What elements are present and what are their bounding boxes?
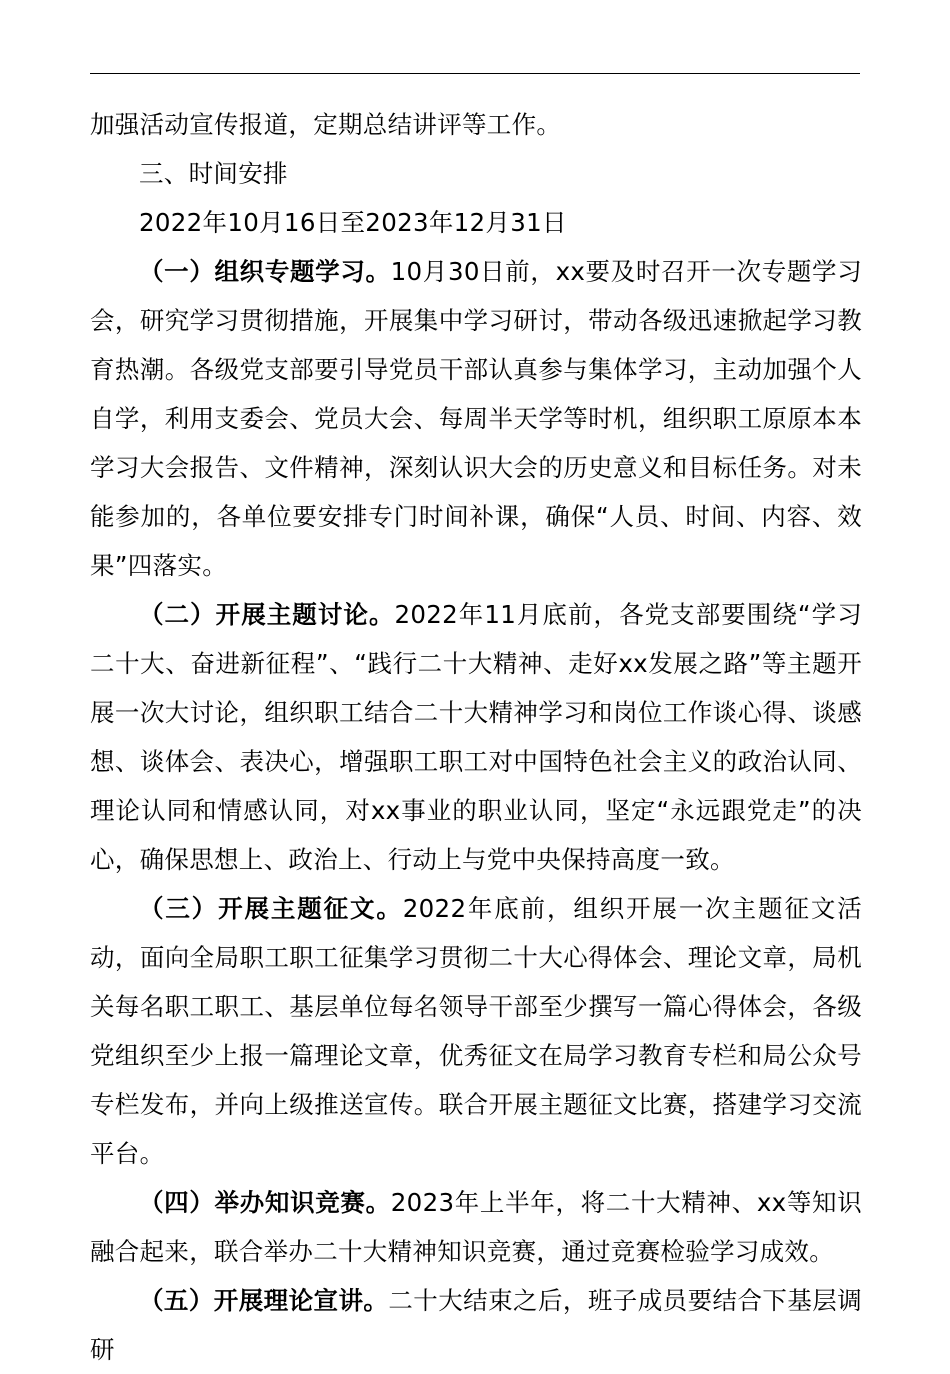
- item-paragraph-1: [90, 247, 862, 590]
- item-lead-4: （四）举办知识竞赛。: [139, 1188, 391, 1217]
- item-body-2: 2022年11月底前，各党支部要围绕“学习二十大、奋进新征程”、“践行二十大精神、走好xx发展之路”等主题开展一次大讨论，组织职工结合二十大精神学习和岗位工作谈心得、谈感想、谈体会、表决心，增强职工职工对中国特色社会主义的政治认同、理论认同和情感认同，对xx事业的职业认同，坚定“永远跟党走”的决心，确保思想上、政治上、行动上与党中央保持高度一致。: [90, 600, 862, 874]
- item-body-5: 二十大结束之后，班子成员要结合下基层调研: [90, 1286, 862, 1364]
- item-paragraph-5: [90, 1276, 862, 1374]
- intro-paragraph: 加强活动宣传报道，定期总结讲评等工作。: [90, 110, 562, 139]
- item-lead-2: （二）开展主题讨论。: [139, 600, 395, 629]
- header-rule: [90, 73, 860, 74]
- document-body: [90, 100, 862, 1374]
- item-paragraph-2: [90, 590, 862, 884]
- item-body-1: 10月30日前，xx要及时召开一次专题学习会，研究学习贯彻措施，开展集中学习研讨，带动各级迅速掀起学习教育热潮。各级党支部要引导党员干部认真参与集体学习，主动加强个人自学，利用支委会、党员大会、每周半天学等时机，组织职工原原本本学习大会报告、文件精神，深刻认识大会的历史意义和目标任务。对未能参加的，各单位要安排专门时间补课，确保“人员、时间、内容、效果”四落实。: [90, 257, 863, 580]
- date-range: 2022年10月16日至2023年12月31日: [139, 208, 567, 237]
- item-body-3: 2022年底前，组织开展一次主题征文活动，面向全局职工职工征集学习贯彻二十大心得体会、理论文章，局机关每名职工职工、基层单位每名领导干部至少撰写一篇心得体会，各级党组织至少上报一篇理论文章，优秀征文在局学习教育专栏和局公众号专栏发布，并向上级推送宣传。联合开展主题征文比赛，搭建学习交流平台。: [90, 894, 862, 1168]
- section-heading: 三、时间安排: [139, 159, 288, 188]
- item-lead-3: （三）开展主题征文。: [139, 894, 403, 923]
- item-body-4: 2023年上半年，将二十大精神、xx等知识融合起来，联合举办二十大精神知识竞赛，通过竞赛检验学习成效。: [90, 1188, 863, 1266]
- item-paragraph-3: [90, 884, 862, 1178]
- item-lead-5: （五）开展理论宣讲。: [139, 1286, 389, 1315]
- item-paragraph-4: [90, 1178, 862, 1276]
- item-lead-1: （一）组织专题学习。: [139, 257, 391, 286]
